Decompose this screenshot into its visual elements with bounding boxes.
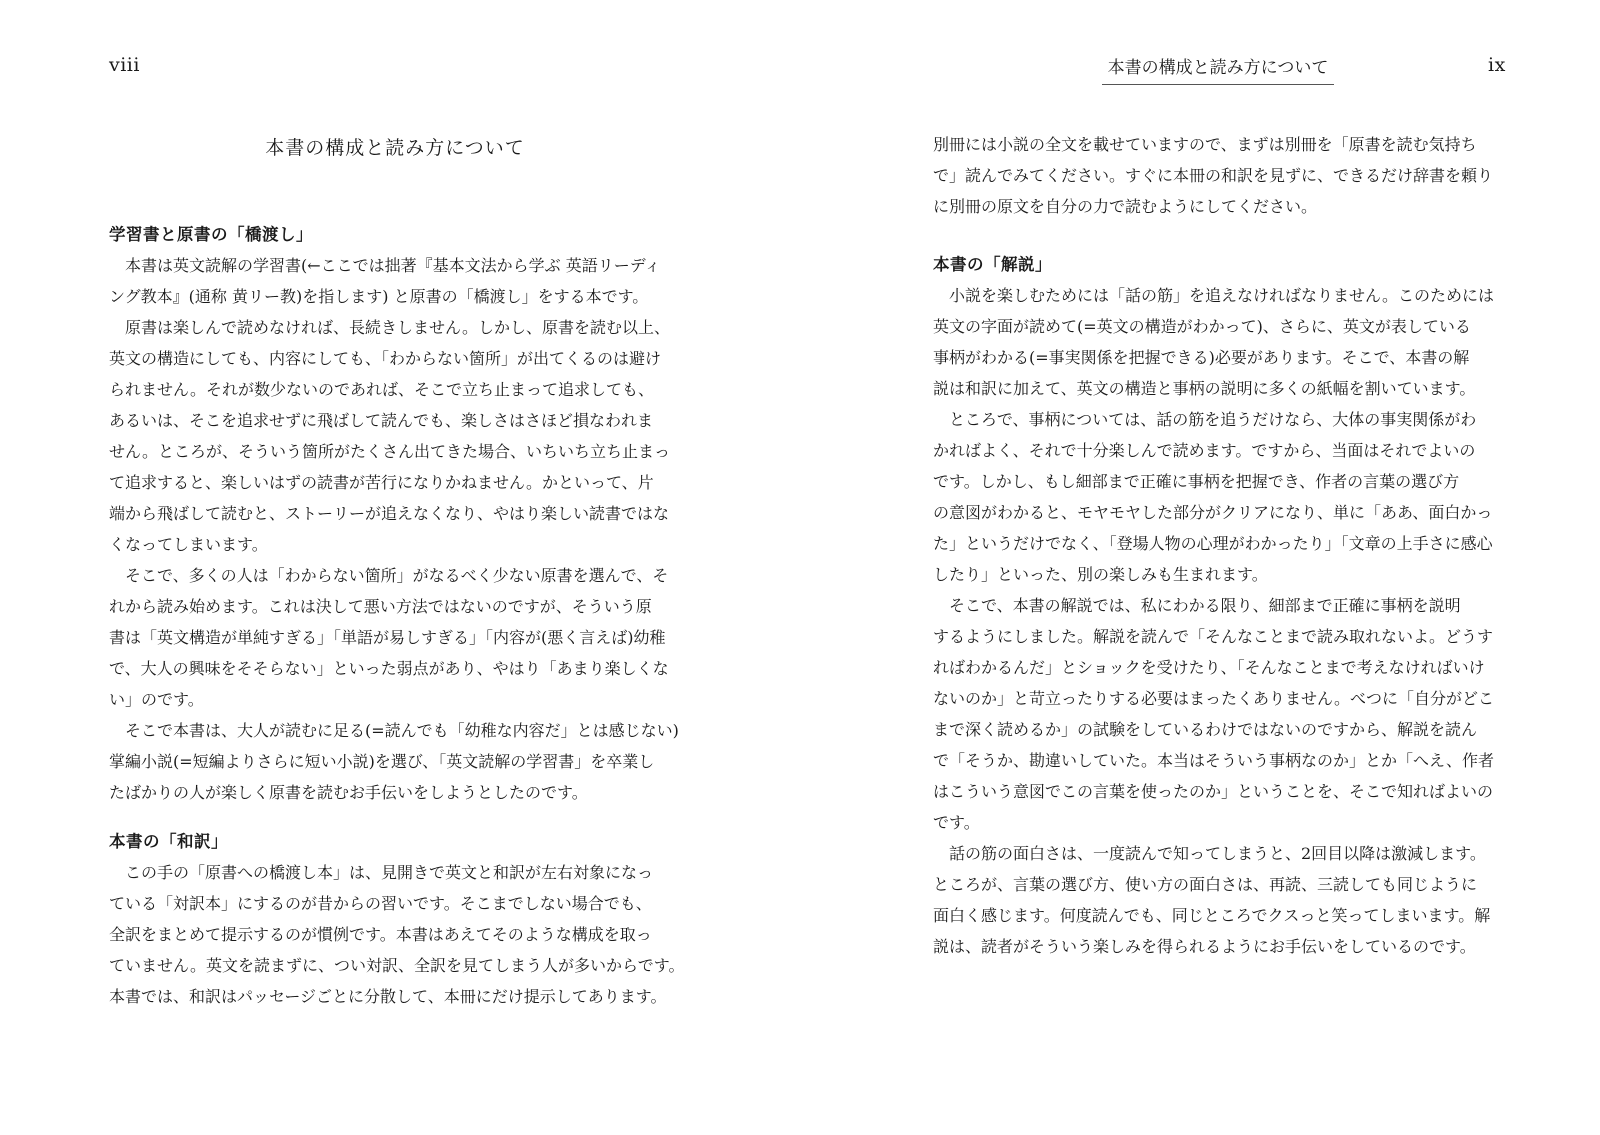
section-commentary (933, 250, 1518, 962)
text-line: かればよく、それで十分楽しんで読めます。ですから、当面はそれでよいの (933, 441, 1476, 460)
right-page (800, 0, 1600, 1135)
text-line: 掌編小説(=短編よりさらに短い小説)を選び、「英文読解の学習書」を卒業し (109, 752, 655, 771)
text-line: れから読み始めます。これは決して悪い方法ではないのですが、そういう原 (109, 597, 652, 616)
text-line: です。 (933, 813, 980, 832)
text-line: ていません。英文を読まずに、つい対訳、全訳を見てしまう人が多いからです。 (109, 956, 685, 975)
text-line: たばかりの人が楽しく原書を読むお手伝いをしようとしたのです。 (109, 783, 588, 802)
text-line: 説は和訳に加えて、英文の構造と事柄の説明に多くの紙幅を割いています。 (933, 379, 1476, 398)
section-heading: 学習書と原書の「橋渡し」 (109, 225, 313, 244)
text-line: で、大人の興味をそそらない」といった弱点があり、やはり「あまり楽しくな (109, 659, 669, 678)
paragraph (933, 129, 1518, 222)
text-line: 説は、読者がそういう楽しみを得られるようにお手伝いをしているのです。 (933, 937, 1476, 956)
text-line: 全訳をまとめて提示するのが慣例です。本書はあえてそのような構成を取っ (109, 925, 652, 944)
page-number-right: ix (1488, 54, 1506, 76)
text-line: ところが、言葉の選び方、使い方の面白さは、再読、三読しても同じように (933, 875, 1478, 894)
text-line: したり」といった、別の楽しみも生まれます。 (933, 565, 1268, 584)
text-line: 面白く感じます。何度読んでも、同じところでクスっと笑ってしまいます。解 (933, 906, 1491, 925)
text-line: するようにしました。解説を読んで「そんなことまで読み取れないよ。どうす (933, 627, 1494, 646)
text-line: この手の「原書への橋渡し本」は、見開きで英文と和訳が左右対象になっ (109, 863, 654, 882)
page-number-left: viii (109, 54, 140, 76)
paragraph (109, 857, 684, 1012)
text-line: せん。ところが、そういう箇所がたくさん出てきた場合、いちいち立ち止まっ (109, 442, 670, 461)
text-line: 事柄がわかる(=事実関係を把握できる)必要があります。そこで、本書の解 (933, 348, 1470, 367)
text-line: そこで、多くの人は「わからない箇所」がなるべく少ない原書を選んで、そ (109, 566, 669, 585)
text-line: 英文の構造にしても、内容にしても、「わからない箇所」が出てくるのは避け (109, 349, 662, 368)
text-line: て追求すると、楽しいはずの読書が苦行になりかねません。かといって、片 (109, 473, 654, 492)
text-line: 本書では、和訳はパッセージごとに分散して、本冊にだけ提示してあります。 (109, 987, 667, 1006)
intro-text (933, 129, 1518, 222)
text-line: そこで本書は、大人が読むに足る(=読んでも「幼稚な内容だ」とは感じない) (109, 721, 679, 740)
text-line: 本書は英文読解の学習書(←ここでは拙著『基本文法から学ぶ 英語リーディ (109, 256, 661, 275)
text-line: 話の筋の面白さは、一度読んで知ってしまうと、2回目以降は激減します。 (933, 844, 1486, 863)
text-line: まで深く読めるか」の試験をしているわけではないのですから、解説を読ん (933, 720, 1478, 739)
chapter-title: 本書の構成と読み方について (265, 137, 525, 159)
paragraph (933, 280, 1518, 404)
text-line: 原書は楽しんで読めなければ、長続きしません。しかし、原書を読む以上、 (109, 318, 670, 337)
text-line: 小説を楽しむためには「話の筋」を追えなければなりません。このためには (933, 286, 1494, 305)
text-line: い」のです。 (109, 690, 204, 709)
text-line: そこで、本書の解説では、私にわかる限り、細部まで正確に事柄を説明 (933, 596, 1461, 615)
paragraph (109, 312, 684, 560)
section-heading: 本書の「和訳」 (109, 832, 228, 851)
section-bridging (109, 220, 684, 808)
section-translation (109, 827, 684, 1012)
paragraph (109, 250, 684, 312)
text-line: 書は「英文構造が単純すぎる」「単語が易しすぎる」「内容が(悪く言えば)幼稚 (109, 628, 666, 647)
paragraph (109, 715, 684, 808)
paragraph (933, 838, 1518, 962)
paragraph (933, 404, 1518, 590)
text-line: くなってしまいます。 (109, 535, 268, 554)
text-line: ング教本』(通称 黄リー教)を指します) と原書の「橋渡し」をする本です。 (109, 287, 649, 306)
paragraph (933, 590, 1518, 838)
text-line: あるいは、そこを追求せずに飛ばして読んでも、楽しさはさほど損なわれま (109, 411, 654, 430)
text-line: ている「対訳本」にするのが昔からの習いです。そこまでしない場合でも、 (109, 894, 652, 913)
text-line: ればわかるんだ」とショックを受けたり、「そんなことまで考えなければいけ (933, 658, 1485, 677)
text-line: た」というだけでなく、「登場人物の心理がわかったり」「文章の上手さに感心 (933, 534, 1493, 553)
text-line: 別冊には小説の全文を載せていますので、まずは別冊を「原書を読む気持ち (933, 135, 1477, 154)
text-line: ないのか」と苛立ったりする必要はまったくありません。べつに「自分がどこ (933, 689, 1494, 708)
text-line: です。しかし、もし細部まで正確に事柄を把握でき、作者の言葉の選び方 (933, 472, 1460, 491)
text-line: で「そうか、勘違いしていた。本当はそういう事柄なのか」とか「へえ、作者 (933, 751, 1494, 770)
text-line: の意図がわかると、モヤモヤした部分がクリアになり、単に「ああ、面白かっ (933, 503, 1493, 522)
running-head: 本書の構成と読み方について (1102, 53, 1334, 85)
text-line: で」読んでみてください。すぐに本冊の和訳を見ずに、できるだけ辞書を頼り (933, 166, 1494, 185)
text-line: 英文の字面が読めて(=英文の構造がわかって)、さらに、英文が表している (933, 317, 1471, 336)
text-line: はこういう意図でこの言葉を使ったのか」ということを、そこで知ればよいの (933, 782, 1494, 801)
paragraph (109, 560, 684, 715)
text-line: 端から飛ばして読むと、ストーリーが追えなくなり、やはり楽しい読書ではな (109, 504, 670, 523)
text-line: ところで、事柄については、話の筋を追うだけなら、大体の事実関係がわ (933, 410, 1477, 429)
text-line: られません。それが数少ないのであれば、そこで立ち止まって追求しても、 (109, 380, 654, 399)
text-line: に別冊の原文を自分の力で読むようにしてください。 (933, 197, 1318, 216)
section-heading: 本書の「解説」 (933, 255, 1052, 274)
